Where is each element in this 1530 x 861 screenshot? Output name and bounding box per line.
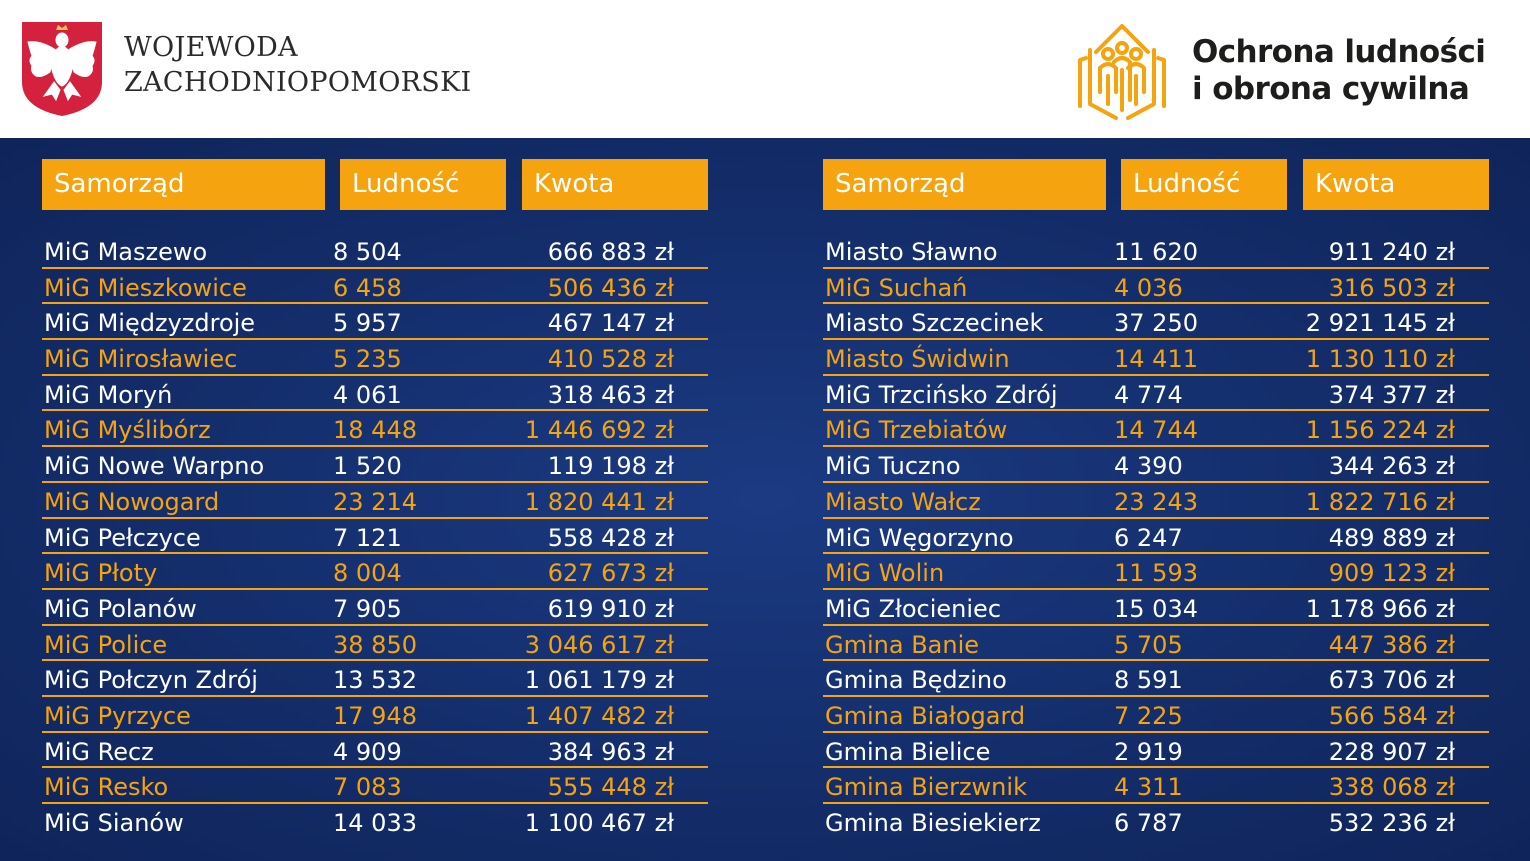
row-name: MiG Węgorzyno [825, 523, 1014, 552]
row-amount: 2 921 145 zł [1305, 309, 1455, 338]
row-name: MiG Nowogard [44, 487, 220, 516]
organization-name-line1: WOJEWODA [124, 32, 298, 63]
row-amount: 489 889 zł [1328, 523, 1455, 552]
row-amount: 1 061 179 zł [524, 666, 674, 695]
row-amount: 1 822 716 zł [1305, 487, 1455, 516]
row-population: 4 774 [1114, 380, 1183, 409]
row-name: Gmina Bierzwnik [825, 773, 1027, 802]
column-header-ludnosc: Ludność [340, 159, 506, 210]
table-row [42, 697, 708, 733]
row-name: MiG Złocieniec [825, 594, 1002, 623]
row-population: 6 458 [333, 273, 402, 302]
table-row [42, 233, 708, 269]
table-left-rows [42, 233, 708, 840]
table-row [42, 661, 708, 697]
row-population: 38 850 [333, 630, 417, 659]
row-amount: 228 907 zł [1328, 737, 1455, 766]
row-amount: 467 147 zł [547, 309, 674, 338]
table-row [823, 304, 1489, 340]
row-amount: 410 528 zł [547, 345, 674, 374]
row-population: 4 909 [333, 737, 402, 766]
column-header-samorzad: Samorząd [823, 159, 1106, 210]
row-name: MiG Mieszkowice [44, 273, 247, 302]
column-header-kwota: Kwota [522, 159, 708, 210]
row-name: MiG Maszewo [44, 238, 208, 266]
table-row [823, 483, 1489, 519]
row-population: 14 744 [1114, 416, 1198, 445]
row-amount: 1 820 441 zł [524, 487, 674, 516]
table-row [42, 269, 708, 305]
polish-eagle-emblem-icon [20, 20, 104, 118]
table-row [823, 661, 1489, 697]
row-population: 5 235 [333, 345, 402, 374]
row-population: 1 520 [333, 452, 402, 481]
table-row [42, 376, 708, 412]
row-amount: 506 436 zł [547, 273, 674, 302]
table-row [823, 804, 1489, 840]
row-population: 6 247 [1114, 523, 1183, 552]
column-header-kwota: Kwota [1303, 159, 1489, 210]
row-name: Miasto Świdwin [825, 345, 1010, 374]
row-population: 7 121 [333, 523, 402, 552]
row-amount: 555 448 zł [547, 773, 674, 802]
row-amount: 666 883 zł [547, 238, 674, 266]
row-amount: 1 156 224 zł [1305, 416, 1455, 445]
row-amount: 1 446 692 zł [524, 416, 674, 445]
table-row [42, 304, 708, 340]
row-population: 8 004 [333, 559, 402, 588]
row-name: Gmina Biesiekierz [825, 809, 1041, 837]
row-population: 23 214 [333, 487, 417, 516]
row-population: 4 061 [333, 380, 402, 409]
row-name: MiG Wolin [825, 559, 945, 588]
row-amount: 673 706 zł [1328, 666, 1455, 695]
organization-name-line2: ZACHODNIOPOMORSKI [124, 67, 472, 98]
row-population: 8 591 [1114, 666, 1183, 695]
row-population: 6 787 [1114, 809, 1183, 837]
table-row [42, 733, 708, 769]
row-amount: 1 100 467 zł [524, 809, 674, 837]
people-house-icon [1076, 20, 1168, 120]
row-name: Gmina Banie [825, 630, 980, 659]
table-row [42, 804, 708, 840]
row-amount: 384 963 zł [547, 737, 674, 766]
row-amount: 316 503 zł [1328, 273, 1455, 302]
row-population: 14 033 [333, 809, 417, 837]
table-row [823, 233, 1489, 269]
row-population: 4 390 [1114, 452, 1183, 481]
table-row [42, 768, 708, 804]
table-row [42, 483, 708, 519]
row-amount: 1 407 482 zł [524, 701, 674, 730]
row-name: MiG Płoty [44, 559, 158, 588]
program-title [1192, 34, 1485, 108]
row-population: 2 919 [1114, 737, 1183, 766]
row-name: Gmina Będzino [825, 666, 1007, 695]
row-name: MiG Tuczno [825, 452, 961, 481]
row-amount: 566 584 zł [1328, 701, 1455, 730]
row-population: 4 311 [1114, 773, 1183, 802]
row-amount: 344 263 zł [1328, 452, 1455, 481]
row-name: MiG Polanów [44, 594, 197, 623]
row-population: 11 593 [1114, 559, 1198, 588]
table-row [823, 447, 1489, 483]
table-row [42, 554, 708, 590]
table-right-rows [823, 233, 1489, 840]
row-name: Gmina Bielice [825, 737, 991, 766]
row-name: MiG Resko [44, 773, 169, 802]
row-name: MiG Myślibórz [44, 416, 211, 445]
table-row [823, 519, 1489, 555]
row-amount: 558 428 zł [547, 523, 674, 552]
table-row [823, 626, 1489, 662]
row-population: 8 504 [333, 238, 402, 266]
row-amount: 374 377 zł [1328, 380, 1455, 409]
table-row [42, 519, 708, 555]
row-population: 17 948 [333, 701, 417, 730]
row-name: MiG Połczyn Zdrój [44, 666, 258, 695]
program-title-line2: i obrona cywilna [1192, 71, 1470, 107]
row-population: 14 411 [1114, 345, 1198, 374]
row-amount: 909 123 zł [1328, 559, 1455, 588]
row-population: 37 250 [1114, 309, 1198, 338]
table-row [823, 554, 1489, 590]
table-row [823, 411, 1489, 447]
row-name: Gmina Białogard [825, 701, 1026, 730]
row-amount: 1 130 110 zł [1305, 345, 1455, 374]
row-name: MiG Trzcińsko Zdrój [825, 380, 1058, 409]
row-name: Miasto Sławno [825, 238, 998, 266]
column-header-ludnosc: Ludność [1121, 159, 1287, 210]
row-amount: 911 240 zł [1328, 238, 1455, 266]
row-name: MiG Międzyzdroje [44, 309, 256, 338]
table-row [42, 626, 708, 662]
row-amount: 338 068 zł [1328, 773, 1455, 802]
row-name: MiG Pełczyce [44, 523, 201, 552]
row-name: MiG Recz [44, 737, 154, 766]
row-population: 15 034 [1114, 594, 1198, 623]
row-population: 13 532 [333, 666, 417, 695]
row-amount: 318 463 zł [547, 380, 674, 409]
row-amount: 532 236 zł [1328, 809, 1455, 837]
row-amount: 3 046 617 zł [524, 630, 674, 659]
row-population: 4 036 [1114, 273, 1183, 302]
row-population: 7 083 [333, 773, 402, 802]
table-row [823, 340, 1489, 376]
row-name: MiG Police [44, 630, 168, 659]
row-amount: 1 178 966 zł [1305, 594, 1455, 623]
row-name: Miasto Wałcz [825, 487, 981, 516]
row-population: 5 705 [1114, 630, 1183, 659]
row-name: MiG Suchań [825, 273, 968, 302]
table-row [42, 340, 708, 376]
row-population: 23 243 [1114, 487, 1198, 516]
row-population: 7 905 [333, 594, 402, 623]
row-name: MiG Sianów [44, 809, 184, 837]
row-name: Miasto Szczecinek [825, 309, 1044, 338]
column-header-samorzad: Samorząd [42, 159, 325, 210]
row-amount: 627 673 zł [547, 559, 674, 588]
table-row [42, 447, 708, 483]
row-population: 5 957 [333, 309, 402, 338]
table-row [823, 733, 1489, 769]
table-row [42, 590, 708, 626]
row-name: MiG Pyrzyce [44, 701, 191, 730]
table-row [823, 697, 1489, 733]
row-amount: 619 910 zł [547, 594, 674, 623]
table-row [823, 376, 1489, 412]
row-amount: 447 386 zł [1328, 630, 1455, 659]
row-name: MiG Moryń [44, 380, 173, 409]
page-header [0, 0, 1530, 138]
organization-name [124, 30, 472, 100]
row-population: 18 448 [333, 416, 417, 445]
row-amount: 119 198 zł [547, 452, 674, 481]
table-row [42, 411, 708, 447]
table-row [823, 590, 1489, 626]
row-population: 11 620 [1114, 238, 1198, 266]
row-name: MiG Nowe Warpno [44, 452, 265, 481]
program-title-line1: Ochrona ludności [1192, 34, 1486, 70]
row-name: MiG Mirosławiec [44, 345, 238, 374]
table-row [823, 768, 1489, 804]
row-population: 7 225 [1114, 701, 1183, 730]
row-name: MiG Trzebiatów [825, 416, 1008, 445]
table-row [823, 269, 1489, 305]
content-area [0, 138, 1530, 861]
